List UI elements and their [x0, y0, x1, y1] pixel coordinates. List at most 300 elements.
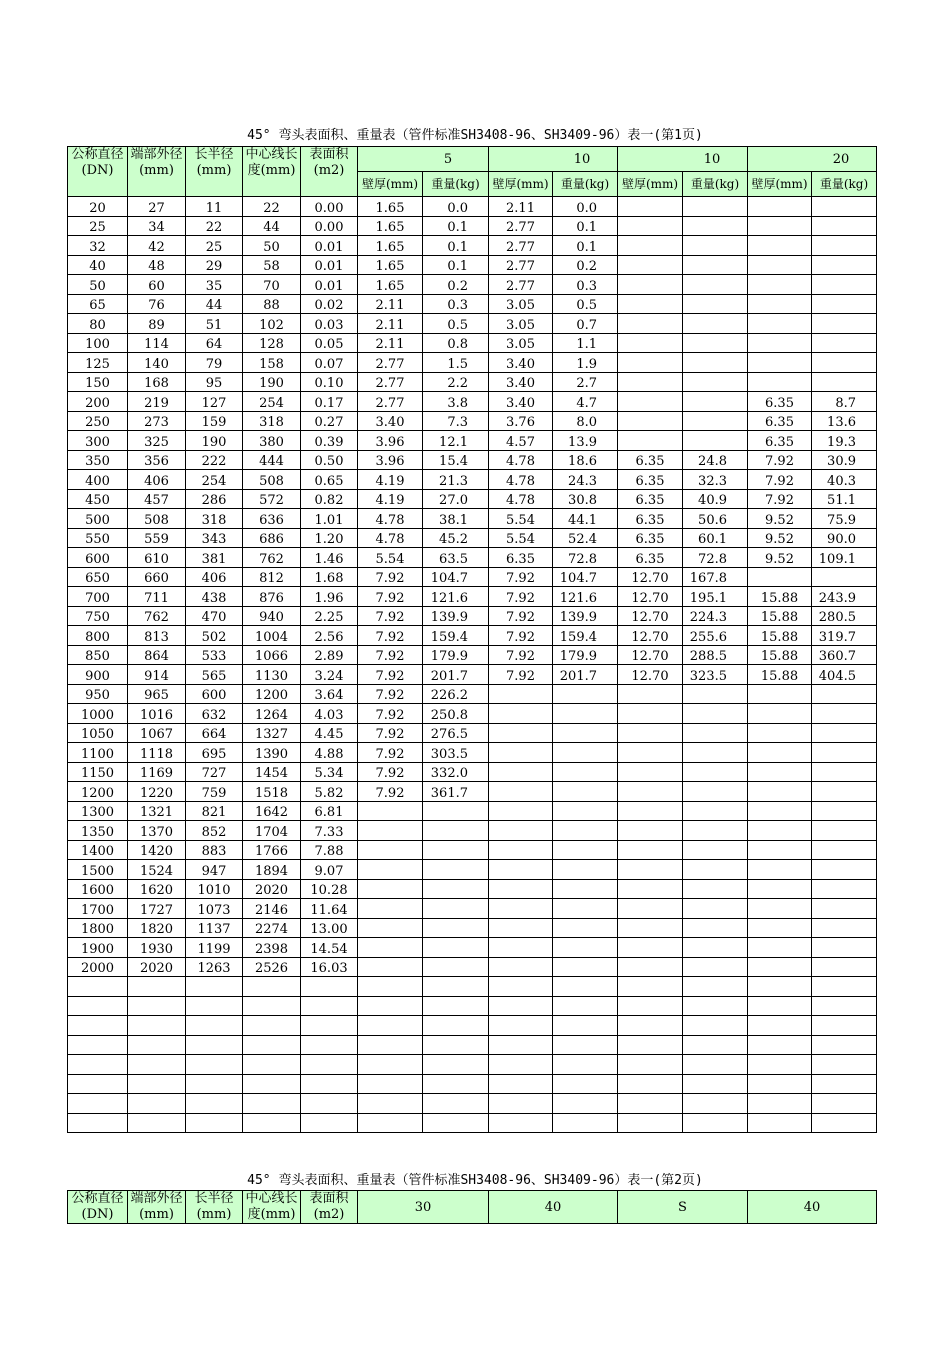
- table-cell: 159.4: [553, 626, 618, 646]
- table-cell: 158: [243, 353, 301, 373]
- table-cell: 7.92: [748, 470, 812, 490]
- table-row: [68, 977, 877, 997]
- table-cell: 0.10: [301, 372, 358, 392]
- table-cell: 7.92: [358, 704, 423, 724]
- table-cell: [618, 704, 683, 724]
- table-cell: [489, 860, 553, 880]
- table-row: [68, 528, 877, 548]
- header-thickness: 壁厚(mm): [618, 172, 683, 197]
- table-cell: 1.65: [358, 275, 423, 295]
- table-cell: 1370: [128, 821, 186, 841]
- table-cell: [489, 704, 553, 724]
- table-row: [68, 353, 877, 373]
- table-cell: [423, 957, 489, 977]
- table-cell: 7.92: [358, 782, 423, 802]
- table-cell: 444: [243, 450, 301, 470]
- table-cell: 40: [68, 255, 128, 275]
- table-cell: 2.25: [301, 606, 358, 626]
- table-cell: [553, 879, 618, 899]
- header-group-3: 10: [618, 147, 748, 172]
- table-row: [68, 587, 877, 607]
- table-cell: 695: [186, 743, 243, 763]
- table-cell: 7.33: [301, 821, 358, 841]
- table-cell: [553, 918, 618, 938]
- table-cell: 2.7: [553, 372, 618, 392]
- table-cell: [683, 411, 748, 431]
- table-cell: 7.92: [489, 606, 553, 626]
- table-cell: 6.35: [618, 470, 683, 490]
- table-cell: [358, 1074, 423, 1094]
- table-row: [68, 626, 877, 646]
- table-cell: 664: [186, 723, 243, 743]
- table-cell: [748, 879, 812, 899]
- table-cell: 42: [128, 236, 186, 256]
- table-cell: 1800: [68, 918, 128, 938]
- table-cell: 0.00: [301, 197, 358, 217]
- table-cell: 813: [128, 626, 186, 646]
- header-radius: 长半径(mm): [186, 147, 243, 197]
- table-cell: [243, 1074, 301, 1094]
- table-cell: 850: [68, 645, 128, 665]
- table-cell: [301, 996, 358, 1016]
- table-cell: [683, 216, 748, 236]
- table-cell: [683, 294, 748, 314]
- table-cell: 500: [68, 509, 128, 529]
- table-cell: [423, 899, 489, 919]
- table-cell: [358, 821, 423, 841]
- table-row: [68, 509, 877, 529]
- table-cell: 25: [68, 216, 128, 236]
- table-cell: [748, 918, 812, 938]
- table-cell: [683, 899, 748, 919]
- table-cell: 1010: [186, 879, 243, 899]
- table-cell: 5.54: [358, 548, 423, 568]
- table-cell: [68, 1074, 128, 1094]
- table-cell: [618, 801, 683, 821]
- table-cell: 1200: [68, 782, 128, 802]
- table-cell: [618, 840, 683, 860]
- table-cell: [186, 1094, 243, 1114]
- table-cell: [423, 918, 489, 938]
- table-cell: [748, 275, 812, 295]
- table-cell: 610: [128, 548, 186, 568]
- table-cell: [489, 743, 553, 763]
- table-row: [68, 782, 877, 802]
- table-cell: 12.70: [618, 587, 683, 607]
- table-cell: 1.1: [553, 333, 618, 353]
- table-cell: 1900: [68, 938, 128, 958]
- table-cell: 1500: [68, 860, 128, 880]
- table-cell: 4.88: [301, 743, 358, 763]
- table-row: [68, 411, 877, 431]
- table-cell: 254: [243, 392, 301, 412]
- table-cell: [748, 197, 812, 217]
- header-group-1: 30: [358, 1191, 489, 1224]
- table-cell: 9.52: [748, 548, 812, 568]
- table-cell: [618, 431, 683, 451]
- table-cell: [683, 957, 748, 977]
- table-cell: 1118: [128, 743, 186, 763]
- table-cell: 0.3: [553, 275, 618, 295]
- table-cell: 947: [186, 860, 243, 880]
- table-cell: [748, 782, 812, 802]
- table-cell: 2.11: [358, 294, 423, 314]
- table-cell: [618, 353, 683, 373]
- table-cell: [128, 1016, 186, 1036]
- table-cell: [489, 996, 553, 1016]
- table-cell: 1200: [243, 684, 301, 704]
- table-cell: 0.1: [553, 216, 618, 236]
- table-cell: [553, 684, 618, 704]
- table-cell: [683, 840, 748, 860]
- table-cell: 0.5: [553, 294, 618, 314]
- table-cell: [358, 1035, 423, 1055]
- table-row: [68, 255, 877, 275]
- table-cell: [128, 1035, 186, 1055]
- table-cell: 6.35: [618, 528, 683, 548]
- table-cell: [243, 996, 301, 1016]
- table-cell: [68, 1094, 128, 1114]
- table-cell: 2020: [128, 957, 186, 977]
- table-cell: 1199: [186, 938, 243, 958]
- table-cell: 380: [243, 431, 301, 451]
- table-cell: [683, 821, 748, 841]
- table-cell: 0.07: [301, 353, 358, 373]
- table-cell: [618, 723, 683, 743]
- table-cell: 15.88: [748, 587, 812, 607]
- table-cell: 6.35: [748, 431, 812, 451]
- table-cell: [812, 977, 877, 997]
- table-cell: 0.17: [301, 392, 358, 412]
- table-cell: 0.50: [301, 450, 358, 470]
- table-cell: 1524: [128, 860, 186, 880]
- table-row: [68, 762, 877, 782]
- table-cell: [748, 1055, 812, 1075]
- table-cell: 508: [128, 509, 186, 529]
- table-cell: 50.6: [683, 509, 748, 529]
- table-cell: [423, 938, 489, 958]
- table-cell: 686: [243, 528, 301, 548]
- table-cell: 102: [243, 314, 301, 334]
- table-row: [68, 470, 877, 490]
- table-cell: 7.3: [423, 411, 489, 431]
- table-row: [68, 567, 877, 587]
- table-cell: 2.11: [489, 197, 553, 217]
- table-cell: 25: [186, 236, 243, 256]
- header-thickness: 壁厚(mm): [748, 172, 812, 197]
- header-group-4: 40: [748, 1191, 877, 1224]
- table-cell: 508: [243, 470, 301, 490]
- table-cell: 75.9: [812, 509, 877, 529]
- table-cell: 286: [186, 489, 243, 509]
- table-cell: [301, 977, 358, 997]
- table-cell: 4.78: [358, 528, 423, 548]
- table-cell: 2398: [243, 938, 301, 958]
- table-cell: [553, 1055, 618, 1075]
- table-cell: [748, 236, 812, 256]
- table-cell: 179.9: [423, 645, 489, 665]
- table-cell: [618, 392, 683, 412]
- table-cell: [553, 840, 618, 860]
- table-cell: 6.35: [618, 450, 683, 470]
- table-cell: 127: [186, 392, 243, 412]
- table-row: [68, 1113, 877, 1133]
- table-cell: [489, 684, 553, 704]
- table-cell: 4.57: [489, 431, 553, 451]
- table-cell: [812, 840, 877, 860]
- header-weight: 重量(kg): [423, 172, 489, 197]
- table-cell: 60: [128, 275, 186, 295]
- table-cell: 34: [128, 216, 186, 236]
- table-cell: 222: [186, 450, 243, 470]
- table-cell: 4.78: [489, 489, 553, 509]
- table-cell: [683, 977, 748, 997]
- table-cell: [553, 704, 618, 724]
- table-cell: [618, 996, 683, 1016]
- table-cell: [683, 860, 748, 880]
- table-row: [68, 1055, 877, 1075]
- header-dn: 公称直径(DN): [68, 1191, 128, 1224]
- table-cell: [683, 1094, 748, 1114]
- table-row: [68, 372, 877, 392]
- table-cell: 700: [68, 587, 128, 607]
- header-od: 端部外径(mm): [128, 147, 186, 197]
- table-cell: 3.40: [489, 353, 553, 373]
- table-cell: 201.7: [423, 665, 489, 685]
- table-cell: [748, 314, 812, 334]
- table-cell: 381: [186, 548, 243, 568]
- table-cell: 15.88: [748, 665, 812, 685]
- table-cell: [618, 879, 683, 899]
- table-cell: [553, 762, 618, 782]
- table-cell: [812, 684, 877, 704]
- table-cell: [748, 684, 812, 704]
- table-cell: [812, 860, 877, 880]
- table-cell: [489, 782, 553, 802]
- table-cell: [812, 1055, 877, 1075]
- table-cell: [358, 938, 423, 958]
- table-cell: 121.6: [553, 587, 618, 607]
- table-cell: [301, 1094, 358, 1114]
- header-area: 表面积(m2): [301, 147, 358, 197]
- table-cell: 12.70: [618, 665, 683, 685]
- table-cell: 3.40: [489, 392, 553, 412]
- table-cell: 759: [186, 782, 243, 802]
- table-cell: 4.7: [553, 392, 618, 412]
- table-cell: [812, 567, 877, 587]
- table-cell: [748, 1035, 812, 1055]
- table-cell: [618, 1074, 683, 1094]
- table-body: [68, 197, 877, 1133]
- table-cell: 50: [243, 236, 301, 256]
- table-cell: 1.96: [301, 587, 358, 607]
- table-row: [68, 684, 877, 704]
- table-cell: [618, 938, 683, 958]
- table-cell: [812, 723, 877, 743]
- table-cell: 404.5: [812, 665, 877, 685]
- table-cell: [358, 860, 423, 880]
- table-cell: 1050: [68, 723, 128, 743]
- table-cell: 1894: [243, 860, 301, 880]
- table-row: [68, 996, 877, 1016]
- table-cell: 852: [186, 821, 243, 841]
- table-cell: [748, 567, 812, 587]
- table-cell: 2.77: [358, 392, 423, 412]
- table-cell: 16.03: [301, 957, 358, 977]
- table-cell: 0.02: [301, 294, 358, 314]
- table-cell: [358, 1113, 423, 1133]
- table-cell: 1.46: [301, 548, 358, 568]
- table-cell: [748, 372, 812, 392]
- table-cell: [553, 957, 618, 977]
- table-cell: [128, 1074, 186, 1094]
- table-cell: 7.92: [358, 587, 423, 607]
- table-cell: 159.4: [423, 626, 489, 646]
- table-cell: 22: [243, 197, 301, 217]
- table-cell: 7.92: [358, 567, 423, 587]
- table-cell: 195.1: [683, 587, 748, 607]
- table-cell: 0.3: [423, 294, 489, 314]
- table-cell: [683, 801, 748, 821]
- table-cell: 15.88: [748, 606, 812, 626]
- table-cell: [489, 1074, 553, 1094]
- table-cell: [618, 197, 683, 217]
- table-cell: 44: [186, 294, 243, 314]
- table-cell: 15.4: [423, 450, 489, 470]
- table-row: [68, 314, 877, 334]
- table-cell: [618, 216, 683, 236]
- table-cell: [423, 821, 489, 841]
- table-cell: 224.3: [683, 606, 748, 626]
- table-cell: 32: [68, 236, 128, 256]
- table-cell: [812, 801, 877, 821]
- table-cell: 1400: [68, 840, 128, 860]
- table-cell: [618, 294, 683, 314]
- table-row: [68, 431, 877, 451]
- table-cell: 40.9: [683, 489, 748, 509]
- table-cell: 6.35: [618, 509, 683, 529]
- table-cell: [812, 372, 877, 392]
- table-cell: 6.35: [748, 411, 812, 431]
- table-cell: 280.5: [812, 606, 877, 626]
- table-cell: 950: [68, 684, 128, 704]
- table-cell: [68, 1016, 128, 1036]
- header-weight: 重量(kg): [812, 172, 877, 197]
- table-cell: [812, 743, 877, 763]
- table-cell: [186, 977, 243, 997]
- table-cell: 7.92: [489, 587, 553, 607]
- table-cell: 7.92: [358, 645, 423, 665]
- table-cell: 167.8: [683, 567, 748, 587]
- table-cell: 0.05: [301, 333, 358, 353]
- table-cell: 27.0: [423, 489, 489, 509]
- table-cell: 104.7: [423, 567, 489, 587]
- table-cell: [423, 996, 489, 1016]
- table-cell: 0.8: [423, 333, 489, 353]
- table-cell: [683, 704, 748, 724]
- table-cell: 1300: [68, 801, 128, 821]
- table-cell: [812, 216, 877, 236]
- table-cell: 1130: [243, 665, 301, 685]
- header-weight: 重量(kg): [683, 172, 748, 197]
- table-cell: [748, 216, 812, 236]
- table-cell: 0.03: [301, 314, 358, 334]
- table-cell: [301, 1055, 358, 1075]
- table-cell: 9.52: [748, 528, 812, 548]
- table-cell: 1137: [186, 918, 243, 938]
- table-cell: 52.4: [553, 528, 618, 548]
- table-cell: 6.35: [618, 489, 683, 509]
- table-cell: [748, 860, 812, 880]
- table-cell: 8.0: [553, 411, 618, 431]
- table-cell: [618, 762, 683, 782]
- table-cell: 1321: [128, 801, 186, 821]
- table-cell: [489, 1113, 553, 1133]
- table-cell: 0.0: [553, 197, 618, 217]
- table-cell: [489, 1016, 553, 1036]
- table-cell: 226.2: [423, 684, 489, 704]
- table-cell: 44: [243, 216, 301, 236]
- table-cell: 45.2: [423, 528, 489, 548]
- table-cell: [812, 1074, 877, 1094]
- table-cell: 255.6: [683, 626, 748, 646]
- table-cell: 6.35: [489, 548, 553, 568]
- table-cell: [683, 333, 748, 353]
- table-cell: [812, 821, 877, 841]
- table-cell: 5.54: [489, 509, 553, 529]
- table-cell: 276.5: [423, 723, 489, 743]
- table-row: [68, 860, 877, 880]
- table-cell: 300: [68, 431, 128, 451]
- table-cell: [812, 314, 877, 334]
- table-cell: 2.77: [358, 353, 423, 373]
- table-cell: [812, 957, 877, 977]
- table-cell: [423, 1055, 489, 1075]
- table-cell: [128, 1094, 186, 1114]
- table-cell: 900: [68, 665, 128, 685]
- table-cell: 2526: [243, 957, 301, 977]
- table-cell: 121.6: [423, 587, 489, 607]
- table-cell: 7.92: [489, 665, 553, 685]
- bend-table-page-1: [67, 146, 877, 1133]
- table-cell: [748, 1074, 812, 1094]
- table-cell: 3.40: [489, 372, 553, 392]
- table-cell: 243.9: [812, 587, 877, 607]
- table-cell: [748, 294, 812, 314]
- table-cell: 12.70: [618, 567, 683, 587]
- table-cell: 9.52: [748, 509, 812, 529]
- table-cell: [301, 1035, 358, 1055]
- table-row: [68, 879, 877, 899]
- table-cell: 470: [186, 606, 243, 626]
- table-cell: [423, 1016, 489, 1036]
- table-cell: 1350: [68, 821, 128, 841]
- table-cell: 2274: [243, 918, 301, 938]
- table-cell: [423, 1094, 489, 1114]
- table-cell: 11.64: [301, 899, 358, 919]
- table-row: [68, 821, 877, 841]
- table-cell: [812, 1016, 877, 1036]
- table-cell: [358, 879, 423, 899]
- table-cell: 7.92: [358, 626, 423, 646]
- table-cell: 60.1: [683, 528, 748, 548]
- table-cell: 0.1: [423, 236, 489, 256]
- table-cell: 125: [68, 353, 128, 373]
- table-cell: 1.20: [301, 528, 358, 548]
- table-cell: 7.92: [748, 450, 812, 470]
- table-cell: 812: [243, 567, 301, 587]
- table-cell: [748, 938, 812, 958]
